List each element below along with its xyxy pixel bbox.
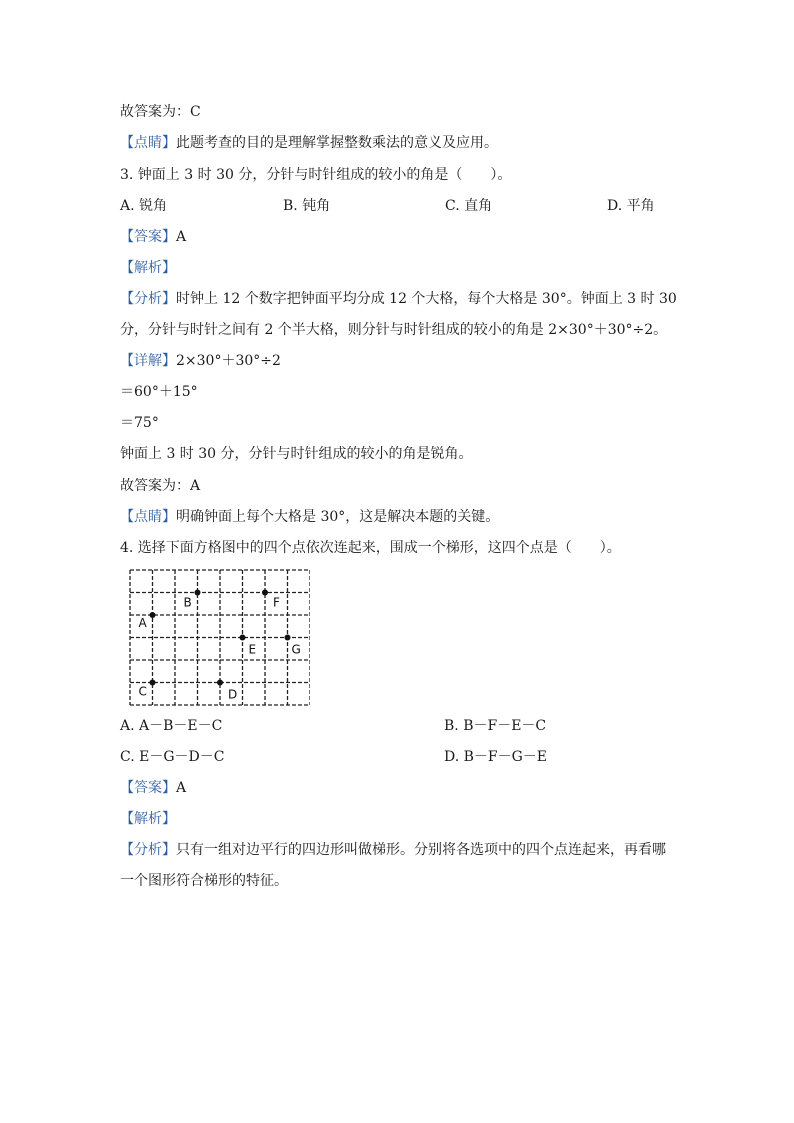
point-label-a: A — [138, 616, 147, 630]
q3-conclusion: 钟面上 3 时 30 分，分针与时针组成的较小的角是锐角。 — [120, 446, 473, 462]
point-label-f: F — [273, 595, 280, 610]
point-b — [195, 590, 201, 596]
point-g — [285, 635, 291, 641]
q4-grid-figure — [126, 566, 310, 706]
comment-text: 此题考查的目的是理解掌握整数乘法的意义及应用。 — [176, 135, 498, 151]
comment-text: 明确钟面上每个大格是 30°，这是解决本题的关键。 — [176, 509, 500, 525]
q4-option-d: D. B－F－G－E — [444, 749, 548, 765]
comment-tag: 【点睛】 — [120, 135, 176, 151]
q4-option-b: B. B－F－E－C — [444, 718, 547, 734]
q4-stem: 4. 选择下面方格图中的四个点依次连起来，围成一个梯形，这四个点是（ ）。 — [120, 540, 621, 556]
point-c — [150, 680, 156, 686]
q3-fenxi-line-2: 分，分针与时针之间有 2 个半大格，则分针与时针组成的较小的角是 2×30°＋30°÷2。 — [120, 322, 668, 338]
q3-final-answer: 故答案为：A — [120, 478, 201, 494]
q4-fenxi-line-1 — [120, 840, 666, 860]
q4-answer-line — [120, 778, 186, 798]
q3-answer-line — [120, 227, 186, 247]
q4-option-c: C. E－G－D－C — [120, 749, 225, 765]
prev-answer-line: 故答案为：C — [120, 104, 201, 120]
answer-tag: 【答案】 — [120, 780, 176, 796]
point-label-c: C — [138, 684, 147, 699]
q3-step-3: ＝75° — [120, 415, 159, 431]
q3-xiangjie-line — [120, 351, 281, 371]
point-e — [240, 635, 246, 641]
answer-value: A — [176, 229, 187, 245]
fenxi-text: 只有一组对边平行的四边形叫做梯形。分别将各选项中的四个点连起来，再看哪 — [176, 842, 666, 858]
q3-option-a: A. 锐角 — [120, 198, 168, 214]
point-label-b: B — [183, 595, 192, 610]
q3-option-d: D. 平角 — [607, 198, 655, 214]
q3-option-b: B. 钝角 — [283, 198, 331, 214]
point-label-e: E — [248, 642, 257, 657]
q3-stem: 3. 钟面上 3 时 30 分，分针与时针组成的较小的角是（ ）。 — [120, 167, 512, 183]
point-f — [262, 590, 268, 596]
q4-analysis-heading: 【解析】 — [120, 811, 176, 827]
q3-fenxi-line-1 — [120, 289, 677, 309]
q4-option-a: A. A－B－E－C — [120, 718, 223, 734]
prev-comment-line — [120, 133, 498, 153]
q4-fenxi-line-2: 一个图形符合梯形的特征。 — [120, 873, 288, 889]
fenxi-tag: 【分析】 — [120, 291, 176, 307]
comment-tag: 【点睛】 — [120, 509, 176, 525]
fenxi-tag: 【分析】 — [120, 842, 176, 858]
point-label-g: G — [291, 642, 301, 657]
q3-analysis-heading: 【解析】 — [120, 260, 176, 276]
xiangjie-tag: 【详解】 — [120, 353, 176, 369]
xiangjie-text: 2×30°＋30°÷2 — [176, 353, 281, 369]
answer-tag: 【答案】 — [120, 229, 176, 245]
fenxi-text: 时钟上 12 个数字把钟面平均分成 12 个大格，每个大格是 30°。钟面上 3 时 30 — [176, 291, 677, 307]
q3-option-c: C. 直角 — [445, 198, 493, 214]
q3-comment-line — [120, 507, 499, 527]
q3-step-2: ＝60°＋15° — [120, 384, 198, 400]
answer-value: A — [176, 780, 187, 796]
point-d — [217, 680, 223, 686]
point-label-d: D — [228, 687, 238, 702]
point-a — [150, 612, 156, 618]
